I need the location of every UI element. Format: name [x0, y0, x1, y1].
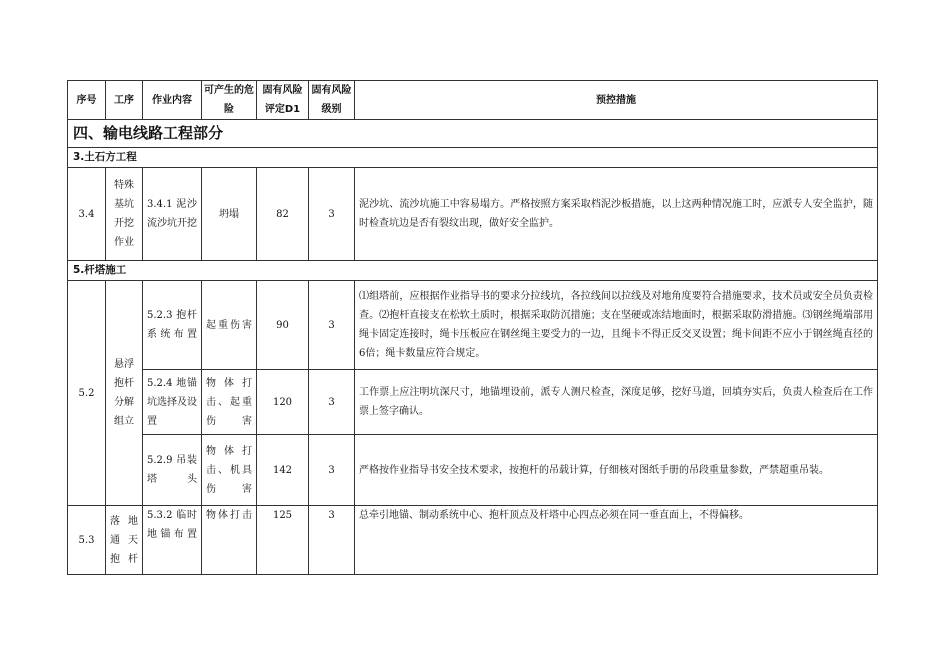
header-measures: 预控措施 — [355, 81, 878, 120]
cell-content: 3.4.1 泥沙流沙坑开挖 — [143, 168, 202, 261]
cell-seq: 5.2 — [68, 281, 106, 506]
cell-measures: 总牵引地锚、制动系统中心、抱杆顶点及杆塔中心四点必须在同一垂直面上，不得偏移。 — [355, 506, 878, 575]
cell-level: 3 — [309, 370, 355, 435]
cell-content: 5.2.4 地锚坑选择及设置 — [143, 370, 202, 435]
subsection-row — [68, 261, 878, 281]
cell-content: 5.2.9 吊装塔头 — [143, 435, 202, 506]
cell-measures: 泥沙坑、流沙坑施工中容易塌方。严格按照方案采取档泥沙板措施，以上这两种情况施工时，应派专人安全监护，随时检查坑边是否有裂纹出现，做好安全监护。 — [355, 168, 878, 261]
cell-process: 悬浮抱杆分解组立 — [106, 281, 143, 506]
header-process: 工序 — [106, 81, 143, 120]
cell-content: 5.3.2 临时地锚布置 — [143, 506, 202, 575]
cell-content: 5.2.3 抱杆系统布置 — [143, 281, 202, 370]
table-row — [68, 506, 878, 575]
cell-seq: 5.3 — [68, 506, 106, 575]
cell-level: 3 — [309, 435, 355, 506]
table-row — [68, 370, 878, 435]
header-hazard: 可产生的危险 — [202, 81, 257, 120]
cell-hazard: 物体打击、机具伤害 — [202, 435, 257, 506]
table-header-row — [68, 81, 878, 120]
cell-process: 特殊基坑开挖作业 — [106, 168, 143, 261]
header-content: 作业内容 — [143, 81, 202, 120]
subsection-row — [68, 148, 878, 168]
cell-d1: 90 — [257, 281, 309, 370]
section-row — [68, 120, 878, 148]
cell-hazard: 坍塌 — [202, 168, 257, 261]
cell-hazard: 起重伤害 — [202, 281, 257, 370]
table-row — [68, 168, 878, 261]
table-row — [68, 435, 878, 506]
cell-level: 3 — [309, 281, 355, 370]
cell-d1: 125 — [257, 506, 309, 575]
header-d1: 固有风险评定D1 — [257, 81, 309, 120]
cell-hazard: 物体打击、起重伤害 — [202, 370, 257, 435]
cell-d1: 82 — [257, 168, 309, 261]
subsection-title: 5.杆塔施工 — [68, 261, 878, 281]
table-row — [68, 281, 878, 370]
header-seq: 序号 — [68, 81, 106, 120]
cell-seq: 3.4 — [68, 168, 106, 261]
header-level: 固有风险级别 — [309, 81, 355, 120]
cell-hazard: 物体打击 — [202, 506, 257, 575]
cell-process: 落地通天抱杆 — [106, 506, 143, 575]
cell-measures: ⑴组塔前，应根据作业指导书的要求分拉线坑，各拉线间以拉线及对地角度要符合措施要求，技术员或安全员负责检查。⑵抱杆直接支在松软土质时，根据采取防沉措施；支在坚硬或冻结地面时，根据采取防滑措施。⑶钢丝绳端部用绳卡固定连接时，绳卡压板应在钢丝绳主要受力的一边，且绳卡不得正反交叉设置；绳卡间距不应小于钢丝绳直径的6倍；绳卡数量应符合规定。 — [355, 281, 878, 370]
cell-level: 3 — [309, 168, 355, 261]
cell-d1: 142 — [257, 435, 309, 506]
cell-d1: 120 — [257, 370, 309, 435]
cell-measures: 工作票上应注明坑深尺寸，地锚埋设前，派专人测尺检查，深度足够，挖好马道，回填夯实后，负责人检查后在工作票上签字确认。 — [355, 370, 878, 435]
cell-measures: 严格按作业指导书安全技术要求，按抱杆的吊载计算，仔细核对图纸手册的吊段重量参数，严禁超重吊装。 — [355, 435, 878, 506]
subsection-title: 3.土石方工程 — [68, 148, 878, 168]
section-title: 四、输电线路工程部分 — [68, 120, 878, 148]
cell-level: 3 — [309, 506, 355, 575]
risk-control-table — [67, 80, 878, 575]
